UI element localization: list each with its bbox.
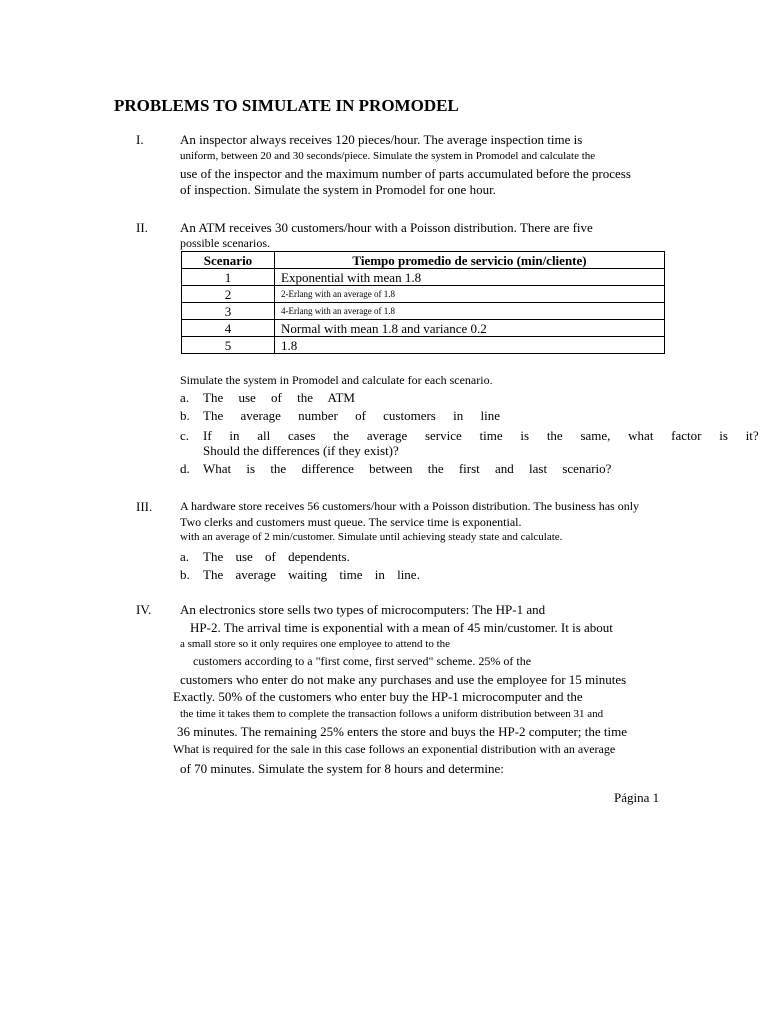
table-header-scenario: Scenario	[182, 252, 275, 269]
problem-2-item-b: The average number of customers in line	[203, 408, 500, 423]
problem-2-intro: Simulate the system in Promodel and calculate for each scenario.	[180, 373, 493, 387]
scenario-description: Normal with mean 1.8 and variance 0.2	[275, 320, 665, 337]
problem-3-line-3: with an average of 2 min/customer. Simulate until achieving steady state and calculate.	[180, 531, 563, 543]
table-header-service-time: Tiempo promedio de servicio (min/cliente)	[275, 252, 665, 269]
problem-3-number: III.	[136, 499, 153, 514]
table-row	[182, 303, 665, 320]
problem-1-line-1-text: An inspector always receives 120 pieces/hour. The average inspection time is	[180, 132, 583, 147]
problem-3-line-1: A hardware store receives 56 customers/hour with a Poisson distribution. The business has only	[180, 499, 640, 513]
problem-2-item-d-letter: d.	[180, 461, 190, 476]
table-header-row	[182, 252, 665, 269]
table-row	[182, 337, 665, 354]
table-row	[182, 320, 665, 337]
problem-4-line-2: HP-2. The arrival time is exponential with a mean of 45 min/customer. It is about	[190, 620, 613, 635]
scenario-number: 3	[182, 303, 275, 320]
problem-3-item-b: The average waiting time in line.	[203, 567, 420, 582]
problem-3-item-b-letter: b.	[180, 567, 190, 582]
problem-4-line-8: 36 minutes. The remaining 25% enters the store and buys the HP-2 computer; the time	[177, 724, 627, 739]
problem-3-item-a: The use of dependents.	[203, 549, 350, 564]
problem-4-line-10: of 70 minutes. Simulate the system for 8 hours and determine:	[180, 761, 504, 776]
problem-2-item-b-letter: b.	[180, 408, 190, 423]
page-number: Página 1	[614, 790, 660, 805]
problem-2-item-d: What is the difference between the first and last scenario?	[203, 461, 612, 476]
scenario-number: 5	[182, 337, 275, 354]
problem-4-line-9: What is required for the sale in this case follows an exponential distribution with an average	[173, 742, 616, 756]
scenario-description: Exponential with mean 1.8	[275, 269, 665, 286]
problem-2-item-c-line-2: Should the differences (if they exist)?	[203, 443, 399, 458]
scenario-description: 4-Erlang with an average of 1.8	[275, 303, 665, 320]
scenario-number: 1	[182, 269, 275, 286]
scenario-number: 4	[182, 320, 275, 337]
problem-1-number: I.	[136, 132, 144, 147]
table-row	[182, 269, 665, 286]
problem-3-item-a-letter: a.	[180, 549, 190, 564]
problem-4-line-4: customers according to a "first come, first served" scheme. 25% of the	[193, 654, 532, 668]
problem-4-line-5: customers who enter do not make any purchases and use the employee for 15 minutes	[180, 672, 627, 687]
problem-4-line-6: Exactly. 50% of the customers who enter buy the HP-1 microcomputer and the	[173, 689, 583, 704]
page-title: PROBLEMS TO SIMULATE IN PROMODEL	[114, 96, 459, 115]
problem-4-line-1: An electronics store sells two types of microcomputers: The HP-1 and	[180, 602, 546, 617]
problem-2-item-c-letter: c.	[180, 428, 190, 443]
problem-2-item-c: If in all cases the average service time is the same, what factor is it?	[203, 428, 759, 443]
problem-4-number: IV.	[136, 602, 152, 617]
problem-2-item-a-letter: a.	[180, 390, 190, 405]
problem-2-number: II.	[136, 220, 148, 235]
problem-1-line-4: of inspection. Simulate the system in Promodel for one hour.	[180, 182, 496, 197]
problem-2-item-a: The use of the ATM	[203, 390, 355, 405]
problem-1-line-3: use of the inspector and the maximum number of parts accumulated before the process	[180, 166, 631, 181]
scenario-description: 1.8	[275, 337, 665, 354]
scenario-table	[181, 251, 665, 354]
problem-2-line-2: possible scenarios.	[180, 236, 270, 250]
problem-2-line-1: An ATM receives 30 customers/hour with a Poisson distribution. There are five	[180, 220, 593, 235]
problem-3-line-2: Two clerks and customers must queue. The service time is exponential.	[180, 515, 522, 529]
problem-4-line-7: the time it takes them to complete the transaction follows a uniform distribution between 31 and	[180, 708, 604, 720]
problem-1-line-1	[180, 133, 638, 146]
scenario-number: 2	[182, 286, 275, 303]
table-row	[182, 286, 665, 303]
problem-1-line-2: uniform, between 20 and 30 seconds/piece. Simulate the system in Promodel and calculate the	[180, 150, 596, 162]
problem-4-line-3: a small store so it only requires one employee to attend to the	[180, 638, 451, 650]
scenario-description: 2-Erlang with an average of 1.8	[275, 286, 665, 303]
